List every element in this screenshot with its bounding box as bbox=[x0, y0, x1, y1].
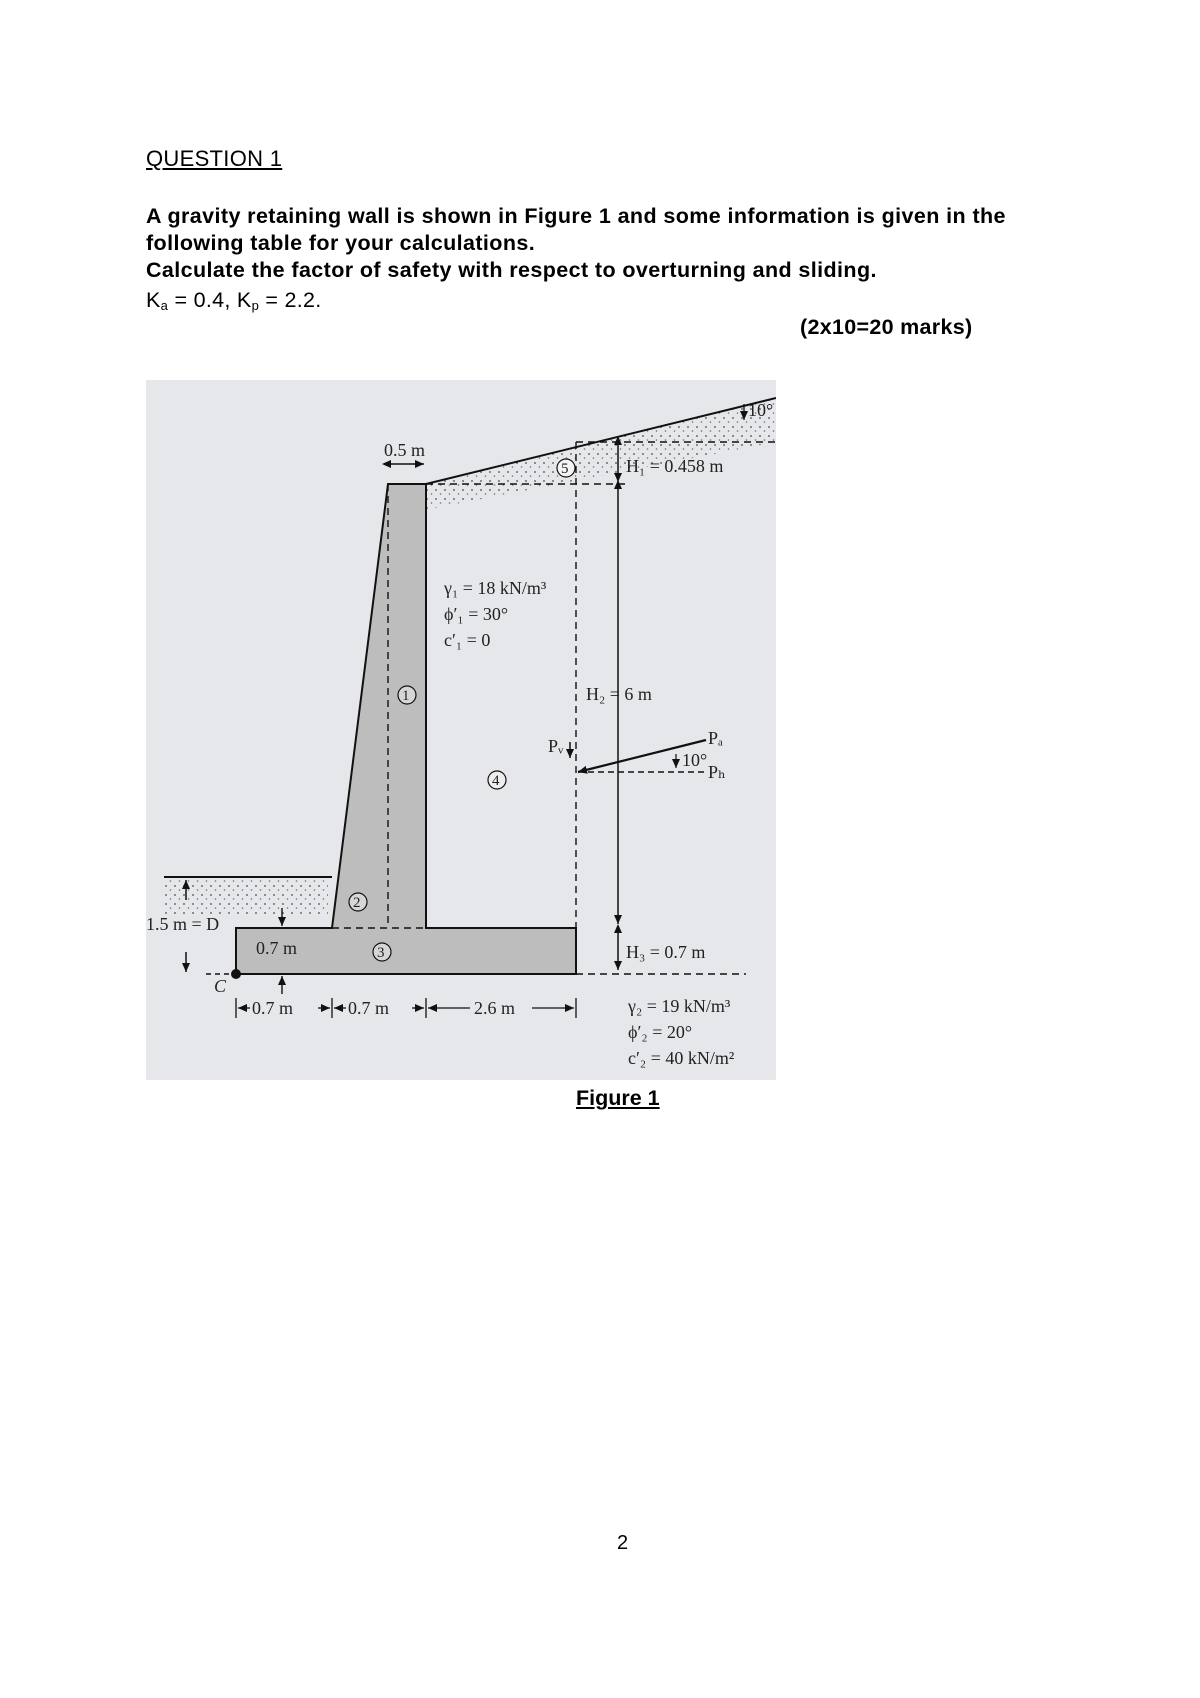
h3-label: H₃ = 0.7 m bbox=[626, 942, 706, 962]
backfill-angle-label: 10° bbox=[748, 400, 774, 420]
pa-angle-label: 10° bbox=[682, 750, 708, 770]
c1-label: c′₁ = 0 bbox=[444, 630, 491, 650]
point-c-label: C bbox=[214, 976, 227, 996]
dim-3-label: 2.6 m bbox=[474, 998, 516, 1018]
h1-label: H₁ = 0.458 m bbox=[626, 456, 724, 476]
dim-2-label: 0.7 m bbox=[348, 998, 390, 1018]
ka-symbol: K bbox=[146, 288, 161, 312]
ka-subscript: a bbox=[160, 298, 169, 313]
region-2-label: 2 bbox=[353, 895, 361, 911]
pa-label: Pₐ bbox=[708, 728, 723, 748]
earth-pressure-coefficients bbox=[146, 288, 322, 313]
ph-label: Pₕ bbox=[708, 762, 726, 782]
retaining-wall-diagram bbox=[146, 380, 776, 1080]
point-c-marker bbox=[231, 969, 241, 979]
paragraph-line: following table for your calculations. bbox=[146, 231, 536, 255]
depth-label: 1.5 m = D bbox=[146, 914, 220, 934]
phi1-label: ϕ′₁ = 30° bbox=[444, 604, 509, 624]
region-5-label: 5 bbox=[561, 461, 569, 477]
question-paragraph bbox=[146, 203, 1126, 284]
ka-value: = 0.4, bbox=[168, 288, 237, 312]
paragraph-line: Calculate the factor of safety with respect to overturning and sliding. bbox=[146, 258, 877, 282]
dim-1-label: 0.7 m bbox=[252, 998, 294, 1018]
marks-allocation: (2x10=20 marks) bbox=[800, 315, 973, 339]
figure-caption: Figure 1 bbox=[576, 1086, 660, 1110]
c2-label: c′₂ = 40 kN/m² bbox=[628, 1048, 735, 1068]
region-1-label: 1 bbox=[402, 688, 410, 704]
region-4-label: 4 bbox=[492, 773, 500, 789]
gamma1-label: γ₁ = 18 kN/m³ bbox=[444, 578, 547, 598]
question-heading: QUESTION 1 bbox=[146, 146, 283, 171]
pv-label: Pᵥ bbox=[548, 736, 564, 756]
toe-thickness-label: 0.7 m bbox=[256, 938, 298, 958]
retaining-wall-figure bbox=[146, 380, 776, 1080]
front-soil-zone bbox=[164, 878, 328, 914]
kp-symbol: K bbox=[236, 288, 252, 312]
gamma2-label: γ₂ = 19 kN/m³ bbox=[628, 996, 731, 1016]
kp-value: = 2.2. bbox=[259, 288, 322, 312]
kp-subscript: p bbox=[251, 298, 260, 313]
phi2-label: ϕ′₂ = 20° bbox=[628, 1022, 693, 1042]
region-3-label: 3 bbox=[377, 945, 385, 961]
paragraph-line: A gravity retaining wall is shown in Figure 1 and some information is given in the bbox=[146, 204, 1006, 228]
page-number: 2 bbox=[617, 1532, 629, 1554]
top-width-label: 0.5 m bbox=[384, 440, 426, 460]
h2-label: H₂ = 6 m bbox=[586, 684, 652, 704]
